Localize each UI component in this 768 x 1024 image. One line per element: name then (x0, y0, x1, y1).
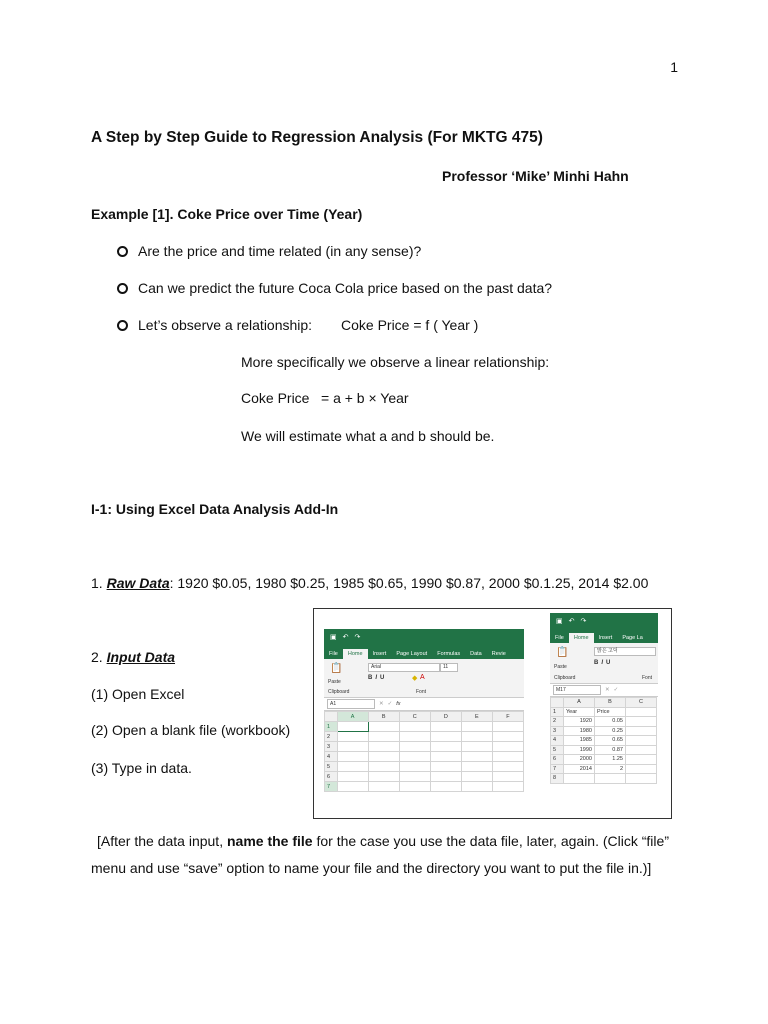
ribbon-tabs (550, 629, 658, 643)
cell[interactable] (461, 762, 492, 772)
cell[interactable]: 1920 (564, 717, 595, 727)
cell[interactable]: Price (595, 707, 626, 717)
cancel-icon: ✕ (605, 687, 610, 693)
column-header[interactable]: A (564, 698, 595, 708)
column-header[interactable]: B (368, 712, 399, 722)
cell[interactable] (337, 782, 368, 792)
note-line-1 (97, 833, 669, 849)
note-after: for the case you use the data file, later, again. (Click “file” (312, 833, 669, 849)
table-row (551, 745, 657, 755)
column-header[interactable]: A (337, 712, 368, 722)
enter-icon: ✓ (387, 701, 393, 707)
cell[interactable] (368, 752, 399, 762)
step-item: (2) Open a blank file (workbook) (91, 722, 291, 738)
quick-access-bar (550, 613, 658, 629)
row-header[interactable]: 2 (325, 732, 338, 742)
input-data-heading (91, 649, 175, 665)
row-header[interactable]: 6 (325, 772, 338, 782)
excel-window-blank (324, 629, 524, 811)
tab-review[interactable]: Revie (491, 651, 506, 657)
cell[interactable]: 0.87 (595, 745, 626, 755)
tab-data[interactable]: Data (470, 651, 482, 657)
undo-icon: ↶ (342, 634, 349, 641)
bullet-item (117, 317, 312, 333)
cell[interactable] (399, 772, 430, 782)
raw-data-values: : 1920 $0.05, 1980 $0.25, 1985 $0.65, 1990 $0.87, 2000 $0.1.25, 2014 $2.00 (169, 575, 649, 591)
table-row (551, 764, 657, 774)
cell[interactable] (595, 774, 626, 784)
cell[interactable] (430, 752, 461, 762)
document-title: A Step by Step Guide to Regression Analysis (For MKTG 475) (91, 129, 543, 146)
format-buttons[interactable]: BIU (594, 660, 614, 666)
bullet-text: Let’s observe a relationship: (138, 317, 313, 333)
name-box[interactable]: A1 (327, 699, 375, 709)
formula-bar (324, 698, 524, 711)
cell[interactable]: 1990 (564, 745, 595, 755)
row-header[interactable]: 4 (551, 736, 564, 746)
example-heading: Example [1]. Coke Price over Time (Year) (91, 206, 363, 222)
tab-file[interactable]: File (555, 635, 564, 641)
row-header[interactable]: 1 (551, 707, 564, 717)
cell[interactable] (368, 742, 399, 752)
table-row (325, 762, 524, 772)
fx-icon: fx (396, 701, 401, 707)
paste-icon: 📋 (330, 663, 343, 674)
font-size-box[interactable]: 11 (440, 663, 458, 672)
worksheet-grid (324, 711, 524, 792)
column-header[interactable]: F (492, 712, 523, 722)
table-row (551, 726, 657, 736)
font-group-label: Font (416, 689, 427, 695)
bullet-item (117, 243, 421, 259)
format-buttons[interactable]: BIU (368, 675, 388, 681)
cell[interactable] (430, 762, 461, 772)
tab-insert[interactable]: Insert (598, 635, 613, 641)
tab-page-layout[interactable]: Page La (622, 635, 643, 641)
column-header[interactable]: B (595, 698, 626, 708)
relationship-formula: Coke Price = f ( Year ) (341, 317, 479, 333)
column-header[interactable]: E (461, 712, 492, 722)
row-header[interactable]: 1 (325, 722, 338, 732)
ribbon-tabs (324, 645, 524, 659)
cell[interactable] (430, 732, 461, 742)
cell[interactable] (430, 722, 461, 732)
active-cell[interactable] (337, 722, 368, 732)
cell[interactable] (461, 732, 492, 742)
cell[interactable] (399, 762, 430, 772)
row-header[interactable]: 3 (325, 742, 338, 752)
bullet-text: Are the price and time related (in any sense)? (138, 243, 422, 259)
cell[interactable] (337, 732, 368, 742)
column-header-row (325, 712, 524, 722)
cell[interactable] (564, 774, 595, 784)
cell[interactable] (430, 772, 461, 782)
cell[interactable] (492, 762, 523, 772)
undo-icon: ↶ (568, 618, 575, 625)
quick-access-bar (324, 629, 524, 645)
redo-icon: ↷ (354, 634, 361, 641)
table-row (551, 717, 657, 727)
section-heading: I-1: Using Excel Data Analysis Add-In (91, 501, 339, 517)
circle-bullet-icon (117, 283, 128, 294)
tab-file[interactable]: File (329, 651, 338, 657)
cell[interactable] (399, 752, 430, 762)
font-name-box[interactable]: 맑은 고딕 (594, 647, 656, 656)
cell[interactable]: 0.25 (595, 726, 626, 736)
cell[interactable] (368, 762, 399, 772)
paste-icon: 📋 (556, 647, 569, 658)
cell[interactable]: 2014 (564, 764, 595, 774)
cell[interactable] (626, 764, 657, 774)
row-header[interactable]: 5 (551, 745, 564, 755)
cell[interactable] (337, 752, 368, 762)
ribbon-home (324, 659, 524, 698)
redo-icon: ↷ (580, 618, 587, 625)
step-item: (3) Type in data. (91, 760, 192, 776)
cell[interactable]: 2 (595, 764, 626, 774)
cell[interactable]: 2000 (564, 755, 595, 765)
cell[interactable]: 1985 (564, 736, 595, 746)
cell[interactable] (492, 742, 523, 752)
raw-data-line (91, 575, 648, 591)
cell[interactable] (337, 762, 368, 772)
estimate-text: We will estimate what a and b should be. (241, 428, 495, 444)
excel-window-data (550, 613, 658, 813)
save-icon: ▣ (330, 634, 337, 641)
note-line-2: menu and use “save” option to name your file and the directory you want to put the file in.)] (91, 860, 652, 876)
table-row (325, 742, 524, 752)
step-item: (1) Open Excel (91, 686, 185, 702)
cell[interactable]: Year (564, 707, 595, 717)
column-header[interactable]: C (626, 698, 657, 708)
circle-bullet-icon (117, 320, 128, 331)
cell[interactable] (337, 742, 368, 752)
corner-cell[interactable] (551, 698, 564, 708)
author-line: Professor ‘Mike’ Minhi Hahn (442, 168, 629, 184)
cancel-icon: ✕ (379, 701, 384, 707)
table-row (325, 732, 524, 742)
corner-cell[interactable] (325, 712, 338, 722)
note-before: [After the data input, (97, 833, 227, 849)
font-name-box[interactable]: Arial (368, 663, 440, 672)
cell[interactable] (399, 732, 430, 742)
cell[interactable] (461, 722, 492, 732)
column-header[interactable]: D (430, 712, 461, 722)
cell[interactable] (626, 717, 657, 727)
tab-home[interactable]: Home (343, 649, 368, 659)
circle-bullet-icon (117, 246, 128, 257)
input-data-number: 2. (91, 649, 103, 665)
bullet-text: Can we predict the future Coca Cola price based on the past data? (138, 280, 553, 296)
cell[interactable] (626, 774, 657, 784)
cell[interactable] (337, 772, 368, 782)
cell[interactable] (626, 755, 657, 765)
table-row (551, 755, 657, 765)
row-header[interactable]: 7 (325, 782, 338, 792)
page-number: 1 (670, 59, 678, 75)
row-header[interactable]: 3 (551, 726, 564, 736)
linear-formula-left: Coke Price (241, 390, 310, 406)
raw-data-label: Raw Data (106, 575, 170, 591)
cell[interactable] (461, 742, 492, 752)
cell[interactable] (461, 752, 492, 762)
cell[interactable] (626, 736, 657, 746)
row-header[interactable]: 2 (551, 717, 564, 727)
fill-color-icon[interactable]: ◆ (412, 675, 418, 682)
raw-data-number: 1. (91, 575, 103, 591)
cell[interactable] (626, 726, 657, 736)
row-header[interactable]: 7 (551, 764, 564, 774)
name-box[interactable]: M17 (553, 685, 601, 695)
clipboard-group-label: Clipboard (328, 689, 350, 695)
table-row (325, 782, 524, 792)
cell[interactable] (368, 782, 399, 792)
enter-icon: ✓ (613, 687, 619, 693)
cell[interactable] (430, 782, 461, 792)
table-row (325, 722, 524, 732)
table-row (325, 752, 524, 762)
table-row (325, 772, 524, 782)
cell[interactable] (368, 732, 399, 742)
worksheet-grid (550, 697, 657, 784)
tab-insert[interactable]: Insert (372, 651, 387, 657)
bullet-item (117, 280, 552, 296)
formula-bar (550, 684, 658, 697)
column-header-row (551, 698, 657, 708)
paste-label: Paste (328, 679, 341, 685)
note-bold: name the file (226, 833, 313, 849)
font-color-icon[interactable]: A (420, 674, 425, 681)
cell[interactable] (492, 722, 523, 732)
cell[interactable] (492, 752, 523, 762)
cell[interactable]: 1.25 (595, 755, 626, 765)
linear-intro: More specifically we observe a linear relationship: (241, 354, 550, 370)
cell[interactable] (368, 772, 399, 782)
row-header[interactable]: 6 (551, 755, 564, 765)
row-header[interactable]: 4 (325, 752, 338, 762)
clipboard-group-label: Clipboard (554, 675, 576, 681)
cell[interactable] (492, 732, 523, 742)
row-header[interactable]: 8 (551, 774, 564, 784)
excel-screenshot-figure (313, 608, 672, 819)
cell[interactable] (461, 772, 492, 782)
cell[interactable]: 0.05 (595, 717, 626, 727)
table-row (551, 736, 657, 746)
font-group-label: Font (642, 675, 653, 681)
cell[interactable]: 0.65 (595, 736, 626, 746)
cell[interactable] (368, 722, 399, 732)
cell[interactable] (430, 742, 461, 752)
paste-label: Paste (554, 664, 567, 670)
table-row (551, 774, 657, 784)
tab-formulas[interactable]: Formulas (437, 651, 461, 657)
cell[interactable] (626, 707, 657, 717)
cell[interactable] (399, 722, 430, 732)
tab-home[interactable]: Home (569, 633, 594, 643)
cell[interactable] (399, 782, 430, 792)
cell[interactable] (461, 782, 492, 792)
cell[interactable] (626, 745, 657, 755)
save-icon: ▣ (556, 618, 563, 625)
cell[interactable]: 1980 (564, 726, 595, 736)
row-header[interactable]: 5 (325, 762, 338, 772)
linear-formula-right: = a + b × Year (321, 390, 409, 406)
ribbon-home (550, 643, 658, 684)
cell[interactable] (492, 782, 523, 792)
table-row (551, 707, 657, 717)
tab-page-layout[interactable]: Page Layout (396, 651, 428, 657)
input-data-label: Input Data (106, 649, 176, 665)
cell[interactable] (399, 742, 430, 752)
cell[interactable] (492, 772, 523, 782)
column-header[interactable]: C (399, 712, 430, 722)
